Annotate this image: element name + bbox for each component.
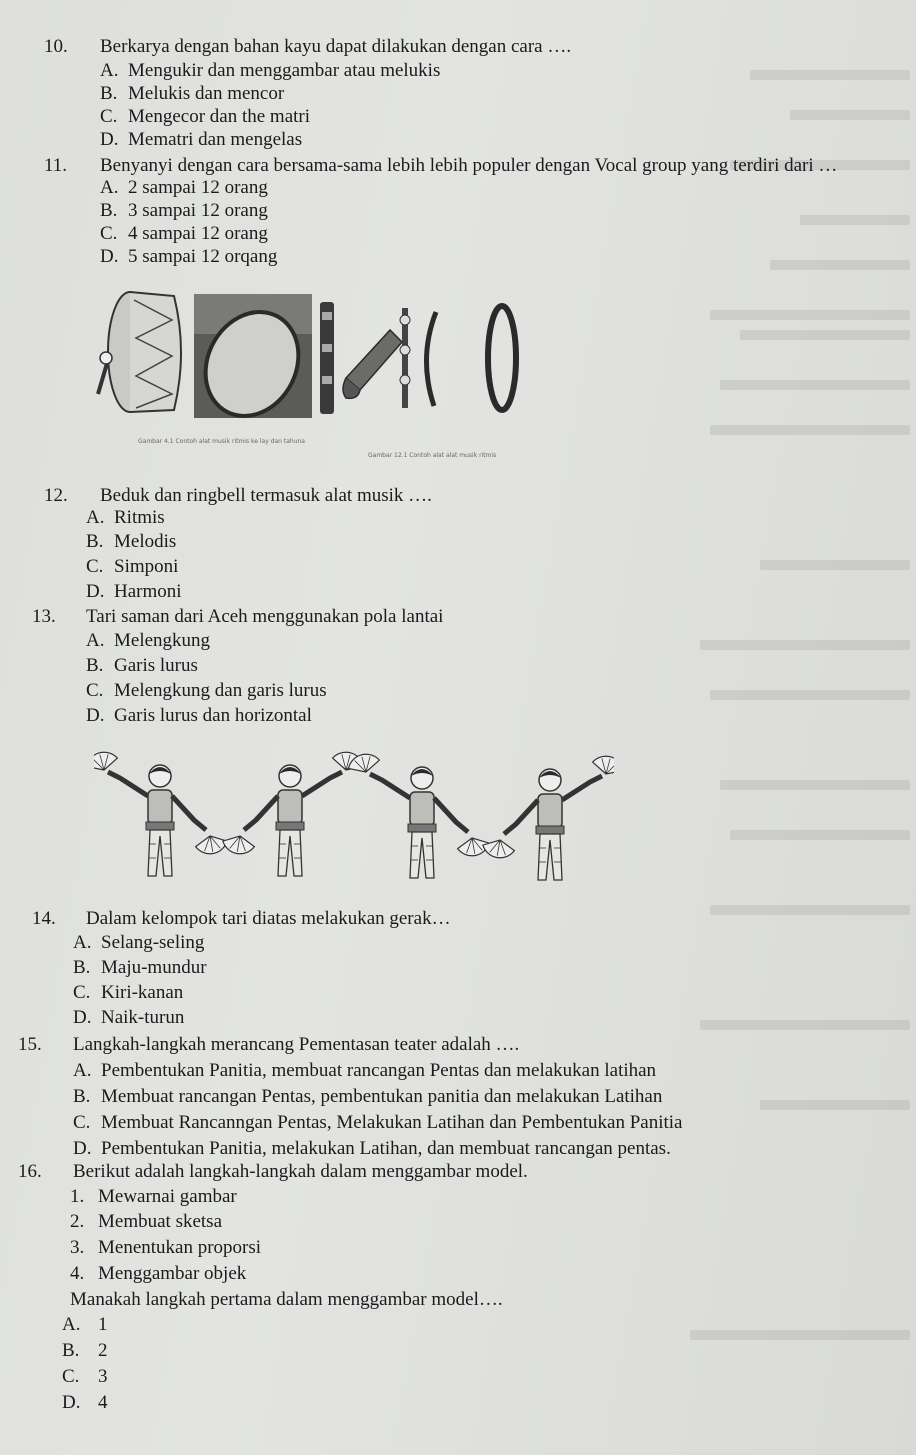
question-12-number: 12. (44, 485, 68, 506)
figure-instruments (84, 290, 534, 440)
q11-option-a[interactable]: A. 2 sampai 12 orang (100, 177, 268, 198)
q12-option-c[interactable]: C. Simponi (86, 556, 179, 577)
q10-option-b[interactable]: B. Melukis dan mencor (100, 83, 285, 104)
question-10-text: Berkarya dengan bahan kayu dapat dilakukan dengan cara …. (100, 36, 572, 57)
question-13-number: 13. (32, 606, 56, 627)
question-15-number: 15. (18, 1034, 42, 1055)
q10-option-d[interactable]: D. Mematri dan mengelas (100, 129, 303, 150)
q11-option-b[interactable]: B. 3 sampai 12 orang (100, 200, 268, 221)
q16-option-b[interactable]: B. 2 (62, 1340, 108, 1361)
q10-option-a[interactable]: A. Mengukir dan menggambar atau melukis (100, 60, 441, 81)
q12-option-d[interactable]: D. Harmoni (86, 581, 182, 602)
question-14-number: 14. (32, 908, 56, 929)
question-16-text: Berikut adalah langkah-langkah dalam menggambar model. (73, 1161, 528, 1182)
question-13-text: Tari saman dari Aceh menggunakan pola lantai (86, 606, 444, 627)
figure-caption-left: Gambar 4.1 Contoh alat musik ritmis ke lay dan tahuna (138, 438, 305, 445)
question-12-text: Beduk dan ringbell termasuk alat musik …. (100, 485, 432, 506)
figure-dancers (94, 748, 614, 898)
q12-option-b[interactable]: B. Melodis (86, 531, 177, 552)
q16-option-c[interactable]: C. 3 (62, 1366, 108, 1387)
q11-option-c[interactable]: C. 4 sampai 12 orang (100, 223, 268, 244)
q13-option-d[interactable]: D. Garis lurus dan horizontal (86, 705, 312, 726)
ringbell-illustrations (320, 302, 516, 414)
question-11-text: Benyanyi dengan cara bersama-sama lebih lebih populer dengan Vocal group yang terdiri dari … (100, 155, 838, 176)
q14-option-a[interactable]: A. Selang-seling (73, 932, 205, 953)
q16-step-3: 3. Menentukan proporsi (70, 1237, 262, 1258)
question-11-number: 11. (44, 155, 68, 176)
q15-option-a[interactable]: A. Pembentukan Panitia, membuat rancangan Pentas dan melakukan latihan (73, 1060, 657, 1081)
dancer-1 (94, 749, 229, 876)
q12-option-a[interactable]: A. Ritmis (86, 507, 165, 528)
question-16-followup: Manakah langkah pertama dalam menggambar model…. (70, 1289, 503, 1310)
q16-option-d[interactable]: D. 4 (62, 1392, 108, 1413)
q11-option-d[interactable]: D. 5 sampai 12 orqang (100, 246, 278, 267)
q14-option-b[interactable]: B. Maju-mundur (73, 957, 207, 978)
q15-option-c[interactable]: C. Membuat Rancanngan Pentas, Melakukan Latihan dan Pembentukan Panitia (73, 1112, 683, 1133)
dancer-2 (221, 749, 366, 876)
q14-option-d[interactable]: D. Naik-turun (73, 1007, 185, 1028)
q15-option-d[interactable]: D. Pembentukan Panitia, melakukan Latihan, dan membuat rancangan pentas. (73, 1138, 671, 1159)
q13-option-a[interactable]: A. Melengkung (86, 630, 211, 651)
question-15-text: Langkah-langkah merancang Pementasan teater adalah …. (73, 1034, 520, 1055)
bleed-through-background (686, 0, 916, 1455)
q13-option-c[interactable]: C. Melengkung dan garis lurus (86, 680, 327, 701)
question-16-number: 16. (18, 1161, 42, 1182)
question-10-number: 10. (44, 36, 68, 57)
q16-step-2: 2. Membuat sketsa (70, 1211, 223, 1232)
q16-step-1: 1. Mewarnai gambar (70, 1186, 237, 1207)
q10-option-c[interactable]: C. Mengecor dan the matri (100, 106, 311, 127)
figure-caption-right: Gambar 12.1 Contoh alat alat musik ritmis (368, 452, 497, 459)
q16-step-4: 4. Menggambar objek (70, 1263, 247, 1284)
dancer-3 (346, 751, 491, 878)
bedug-drum-illustration (98, 292, 181, 412)
question-14-text: Dalam kelompok tari diatas melakukan gerak… (86, 908, 451, 929)
q15-option-b[interactable]: B. Membuat rancangan Pentas, pembentukan panitia dan melakukan Latihan (73, 1086, 663, 1107)
drum-photo (188, 294, 316, 432)
q14-option-c[interactable]: C. Kiri-kanan (73, 982, 184, 1003)
dancer-4 (481, 753, 614, 880)
q13-option-b[interactable]: B. Garis lurus (86, 655, 198, 676)
q16-option-a[interactable]: A. 1 (62, 1314, 108, 1335)
